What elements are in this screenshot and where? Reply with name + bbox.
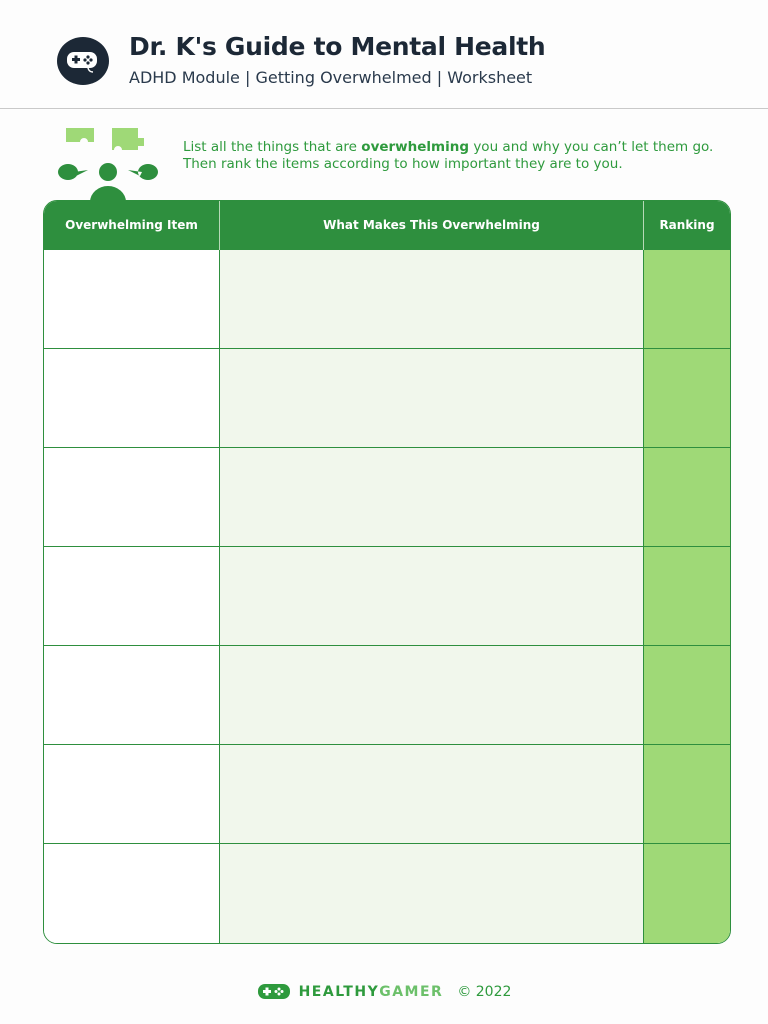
table-row bbox=[44, 745, 730, 844]
page-title: Dr. K's Guide to Mental Health bbox=[129, 32, 546, 61]
puzzle-piece-icon bbox=[66, 128, 144, 150]
person-head-icon bbox=[99, 163, 117, 181]
item-cell[interactable] bbox=[44, 448, 219, 546]
ranking-cell[interactable] bbox=[645, 547, 731, 645]
worksheet-table bbox=[43, 200, 731, 944]
instructions-text: List all the things that are overwhelming you and why you can’t let them go. Then rank the items according to how important they are to you. bbox=[183, 139, 714, 172]
logo bbox=[57, 37, 109, 85]
reason-cell[interactable] bbox=[220, 250, 643, 348]
table-header bbox=[44, 201, 730, 250]
header-ranking: Ranking bbox=[659, 218, 715, 232]
ranking-cell[interactable] bbox=[645, 349, 731, 447]
copyright: © 2022 bbox=[457, 984, 512, 1000]
brand-name: HEALTHYGAMER bbox=[298, 984, 444, 1000]
ranking-cell[interactable] bbox=[645, 745, 731, 843]
table-row bbox=[44, 349, 730, 448]
speech-bubble-left-icon bbox=[58, 164, 88, 180]
reason-cell[interactable] bbox=[220, 448, 643, 546]
table-row bbox=[44, 250, 730, 349]
ranking-cell[interactable] bbox=[645, 844, 731, 943]
header-what-makes-overwhelming: What Makes This Overwhelming bbox=[323, 218, 540, 232]
reason-cell[interactable] bbox=[220, 547, 643, 645]
healthygamer-logo-icon bbox=[257, 982, 291, 1002]
table-row bbox=[44, 448, 730, 547]
item-cell[interactable] bbox=[44, 646, 219, 744]
table-body bbox=[44, 250, 730, 943]
reason-cell[interactable] bbox=[220, 844, 643, 943]
speech-bubble-right-icon bbox=[128, 164, 158, 180]
header-overwhelming-item: Overwhelming Item bbox=[65, 218, 198, 232]
item-cell[interactable] bbox=[44, 547, 219, 645]
table-row bbox=[44, 646, 730, 745]
reason-cell[interactable] bbox=[220, 745, 643, 843]
item-cell[interactable] bbox=[44, 250, 219, 348]
gamepad-icon bbox=[66, 47, 100, 75]
item-cell[interactable] bbox=[44, 349, 219, 447]
item-cell[interactable] bbox=[44, 745, 219, 843]
ranking-cell[interactable] bbox=[645, 250, 731, 348]
puzzle-person-illustration bbox=[56, 124, 162, 208]
page-subtitle: ADHD Module | Getting Overwhelmed | Worksheet bbox=[129, 68, 533, 87]
reason-cell[interactable] bbox=[220, 349, 643, 447]
table-row bbox=[44, 547, 730, 646]
page-header bbox=[0, 0, 768, 109]
item-cell[interactable] bbox=[44, 844, 219, 943]
ranking-cell[interactable] bbox=[645, 448, 731, 546]
table-row bbox=[44, 844, 730, 943]
footer bbox=[0, 980, 768, 1004]
ranking-cell[interactable] bbox=[645, 646, 731, 744]
emphasis-word: overwhelming bbox=[361, 139, 470, 155]
reason-cell[interactable] bbox=[220, 646, 643, 744]
